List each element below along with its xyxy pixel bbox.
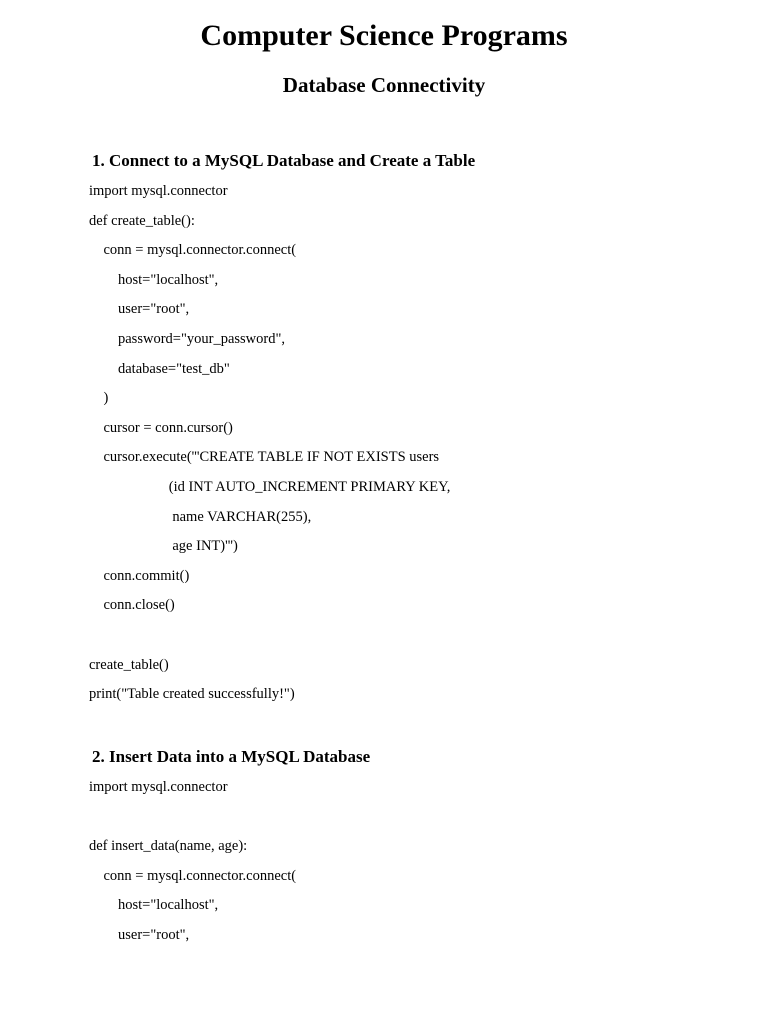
code-line: conn = mysql.connector.connect(: [89, 867, 297, 884]
code-line: user="root",: [89, 926, 190, 943]
section-heading-insert-data: 2. Insert Data into a MySQL Database: [92, 747, 371, 766]
code-line: (id INT AUTO_INCREMENT PRIMARY KEY,: [89, 478, 451, 495]
code-line: conn.commit(): [89, 567, 190, 584]
code-line: import mysql.connector: [89, 183, 228, 199]
code-line: import mysql.connector: [89, 779, 228, 795]
code-line: def create_table():: [89, 212, 195, 229]
code-line: ): [89, 390, 109, 407]
code-line: create_table(): [89, 656, 169, 673]
code-block-create-table: [89, 182, 450, 715]
code-line: conn.close(): [89, 597, 175, 614]
page-subtitle: Database Connectivity: [282, 73, 486, 97]
code-line: user="root",: [89, 301, 190, 318]
page-title: Computer Science Programs: [200, 19, 568, 52]
code-line: cursor = conn.cursor(): [89, 419, 233, 436]
code-line: age INT)'''): [89, 538, 238, 555]
code-line: def insert_data(name, age):: [89, 838, 248, 855]
code-line: cursor.execute('''CREATE TABLE IF NOT EXISTS users: [89, 449, 440, 466]
code-line: conn = mysql.connector.connect(: [89, 242, 297, 259]
code-line: print("Table created successfully!"): [89, 686, 295, 703]
code-line: [89, 808, 296, 838]
code-block-insert-data: [89, 778, 296, 956]
code-line: password="your_password",: [89, 330, 286, 347]
code-line: host="localhost",: [89, 897, 219, 914]
code-line: database="test_db": [89, 360, 230, 377]
code-line: [89, 626, 450, 656]
code-line: name VARCHAR(255),: [89, 508, 312, 525]
section-heading-create-table: 1. Connect to a MySQL Database and Create a Table: [92, 151, 476, 170]
code-line: host="localhost",: [89, 271, 219, 288]
